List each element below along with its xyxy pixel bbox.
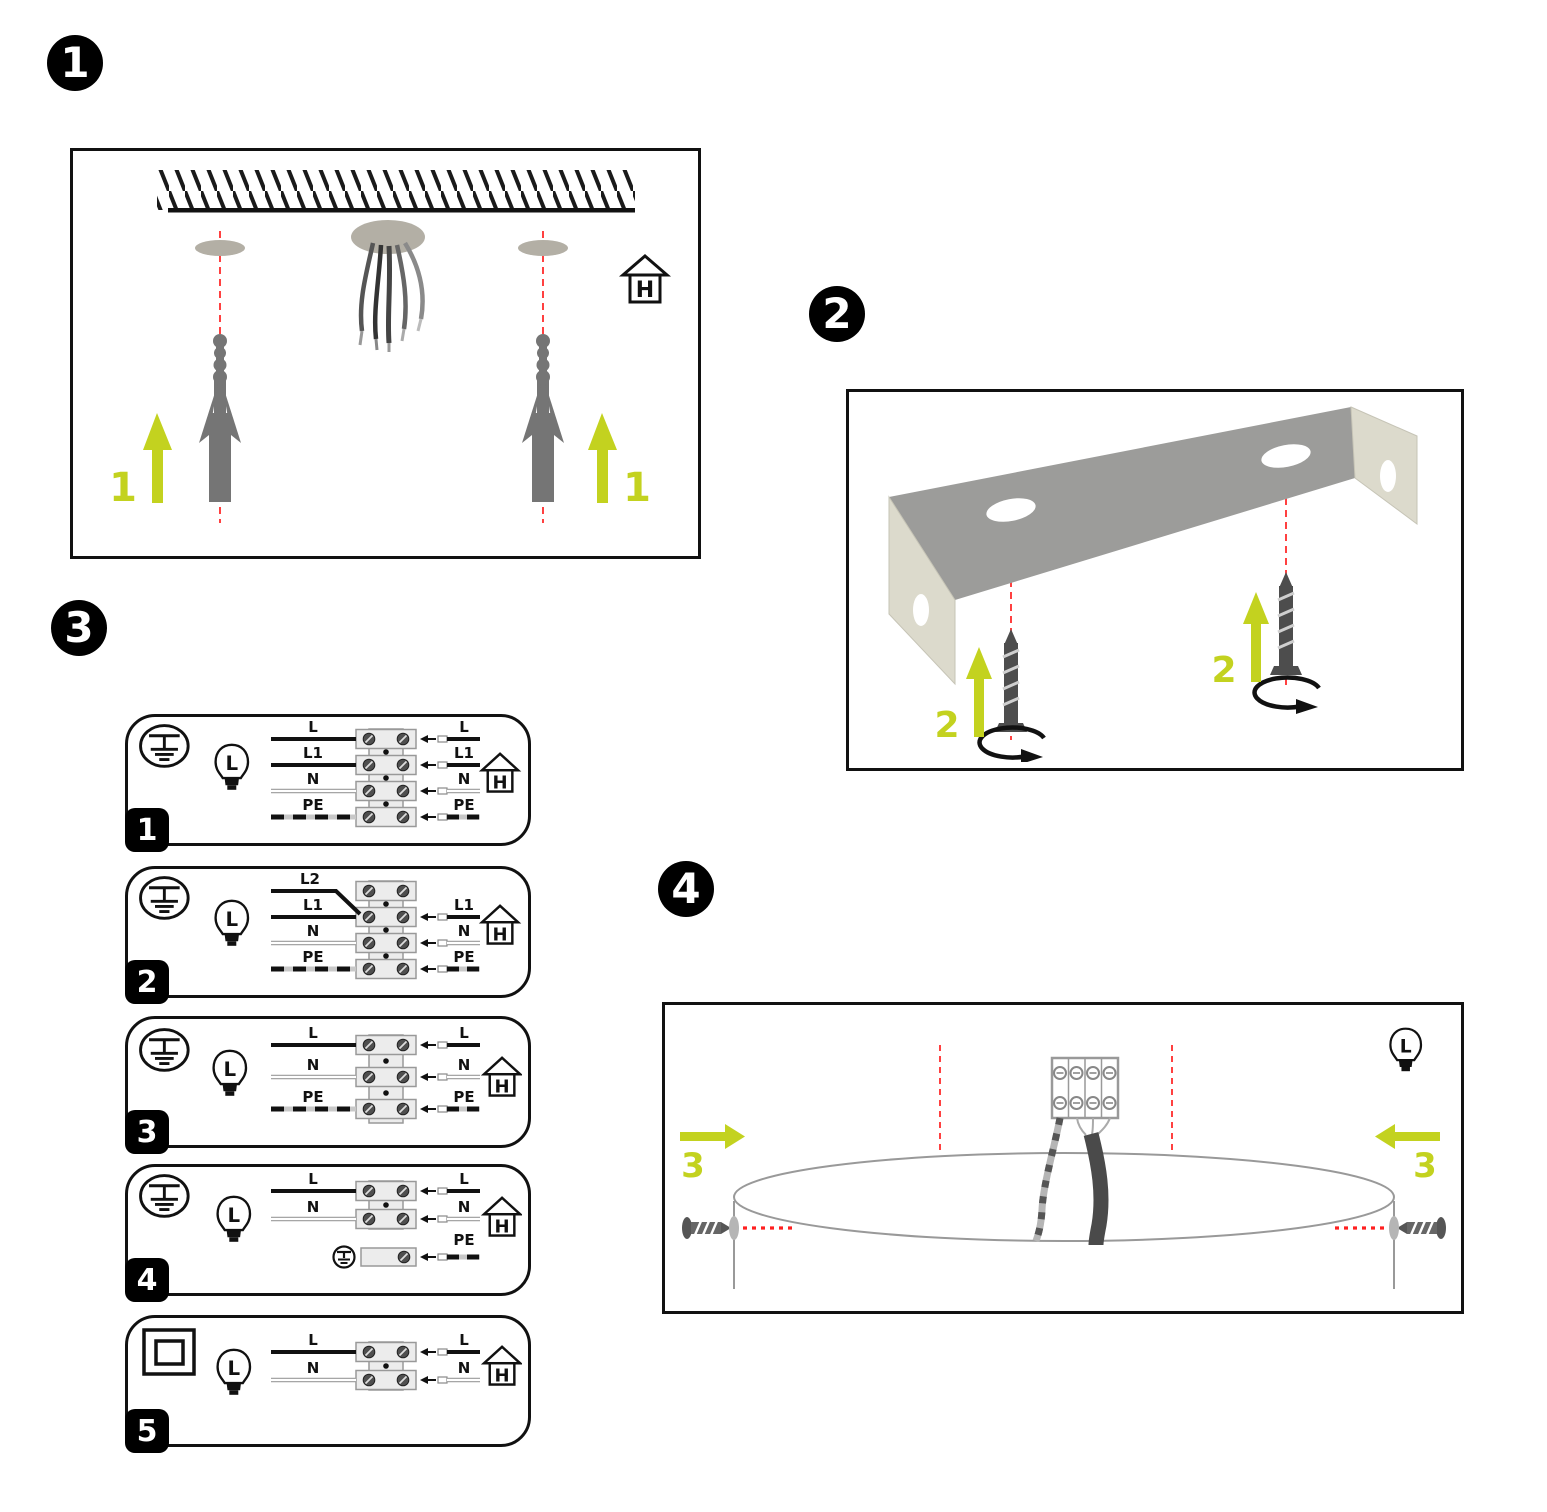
- terminal-block-4pole: [356, 881, 416, 979]
- separate-pe-terminal: [334, 1247, 417, 1268]
- bulb-icon: [216, 901, 248, 946]
- terminal-block-3pole: [356, 1035, 416, 1123]
- bulb-letter: L: [227, 1357, 241, 1380]
- terminal-block-2pole: [356, 1181, 416, 1229]
- lamp-wire-label: N: [306, 770, 320, 788]
- mounting-bracket: [889, 407, 1417, 684]
- house-wire-label: PE: [453, 948, 475, 966]
- step-2-sequence-number-left: 2: [934, 705, 960, 746]
- lamp-wire-label: L: [308, 1024, 318, 1042]
- bulb-icon: [216, 745, 248, 790]
- step-2-panel: [846, 389, 1464, 771]
- house-letter: H: [494, 1365, 510, 1387]
- lamp-wire-label: N: [306, 1359, 320, 1377]
- house-icon: [484, 1198, 520, 1237]
- wall-anchor-left: [199, 334, 241, 502]
- lamp-wire-label: PE: [302, 796, 324, 814]
- step-3-badge: 3: [51, 600, 107, 656]
- ceiling-hatch: [157, 170, 635, 213]
- insert-arrow: [420, 1187, 428, 1195]
- bulb-letter: L: [1399, 1036, 1412, 1058]
- lamp-wire-label: L2: [300, 870, 320, 888]
- terminal-block-2pole: [356, 1342, 416, 1390]
- insert-arrow: [420, 1105, 428, 1113]
- house-wire-label: N: [457, 1198, 471, 1216]
- up-arrow-left: [966, 647, 992, 737]
- lamp-wire-label: L: [308, 718, 318, 736]
- lamp-wire-label: N: [306, 922, 320, 940]
- insert-arrow: [420, 1215, 428, 1223]
- house-wire-label: N: [457, 770, 471, 788]
- class2-icon: [144, 1330, 194, 1374]
- step-4-sequence-number-right: 3: [1413, 1146, 1437, 1186]
- panel-2-badge: 2: [125, 960, 169, 1004]
- house-wire-label: L1: [454, 744, 474, 762]
- step-1-badge: 1: [47, 35, 103, 91]
- step-1-panel: [70, 148, 701, 559]
- step-4-drawing: [665, 1005, 1455, 1305]
- house-letter: H: [494, 1076, 510, 1098]
- panel-5-badge: 5: [125, 1409, 169, 1453]
- earth-icon: [141, 878, 189, 919]
- bulb-letter: L: [227, 1204, 241, 1227]
- insert-arrow: [420, 939, 428, 947]
- insert-arrow: [420, 965, 428, 973]
- house-wire-label: L: [459, 1024, 469, 1042]
- house-wire-label: L: [459, 1331, 469, 1349]
- house-wire-label: PE: [453, 1231, 475, 1249]
- insert-arrow: [420, 1348, 428, 1356]
- wiring-panel-5: [125, 1315, 531, 1447]
- insert-arrow: [420, 761, 428, 769]
- house-wire-label: N: [457, 1056, 471, 1074]
- bracket-side-hole-right: [1380, 460, 1396, 492]
- insert-arrow: [420, 813, 428, 821]
- house-icon: [484, 1347, 520, 1386]
- insert-arrow: [420, 787, 428, 795]
- bracket-side-hole-left: [913, 594, 929, 626]
- house-wire-label: PE: [453, 1088, 475, 1106]
- insert-arrow: [420, 913, 428, 921]
- house-wire-label: L: [459, 718, 469, 736]
- house-icon: [623, 256, 667, 303]
- lamp-wire-label: L1: [303, 744, 323, 762]
- house-icon: [482, 754, 518, 793]
- lamp-wire-label: N: [306, 1198, 320, 1216]
- up-arrow-right: [588, 413, 617, 503]
- insert-arrow: [420, 1041, 428, 1049]
- house-wire-label: N: [457, 1359, 471, 1377]
- lamp-wire-label: L1: [303, 896, 323, 914]
- insert-arrow: [420, 1073, 428, 1081]
- step-1-sequence-number-left: 1: [109, 465, 137, 511]
- house-wire-label: L1: [454, 896, 474, 914]
- bulb-letter: L: [225, 908, 239, 931]
- drill-hole-right: [518, 240, 568, 256]
- house-wire-label: PE: [453, 796, 475, 814]
- bulb-letter: L: [223, 1058, 237, 1081]
- wall-anchor-right: [522, 334, 564, 502]
- step-1-sequence-number-right: 1: [623, 465, 651, 511]
- step-2-badge: 2: [809, 286, 865, 342]
- wiring-panel-3: [125, 1016, 531, 1148]
- lamp-wire-label: PE: [302, 948, 324, 966]
- screw-left: [995, 629, 1027, 732]
- terminal-block-4pole: [356, 729, 416, 827]
- lamp-wire-label: L: [308, 1170, 318, 1188]
- house-icon: [484, 1058, 520, 1097]
- earth-icon: [141, 1176, 189, 1217]
- bulb-icon: [218, 1197, 250, 1242]
- lamp-wire-label: PE: [302, 1088, 324, 1106]
- wiring-panel-2: [125, 866, 531, 998]
- lamp-wire-label: N: [306, 1056, 320, 1074]
- house-letter: H: [494, 1216, 510, 1238]
- earth-icon: [141, 1030, 189, 1071]
- up-arrow-left: [143, 413, 172, 503]
- panel-4-badge: 4: [125, 1258, 169, 1302]
- drill-hole-left: [195, 240, 245, 256]
- bulb-icon: [218, 1350, 250, 1395]
- house-wire-label: N: [457, 922, 471, 940]
- panel-1-badge: 1: [125, 808, 169, 852]
- ceiling-cable-outlet: [351, 220, 425, 352]
- step-4-sequence-number-left: 3: [681, 1146, 705, 1186]
- screw-right: [1270, 572, 1302, 675]
- bulb-icon: [214, 1051, 246, 1096]
- supply-wires: [1036, 1118, 1110, 1245]
- house-letter: H: [635, 278, 655, 303]
- lamp-canopy: [734, 1153, 1394, 1289]
- step-4-badge: 4: [658, 861, 714, 917]
- step-2-drawing: [849, 392, 1455, 762]
- earth-icon: [141, 726, 189, 767]
- house-wire-label: L: [459, 1170, 469, 1188]
- insert-arrow: [420, 735, 428, 743]
- house-letter: H: [492, 924, 508, 946]
- bulb-letter: L: [225, 752, 239, 775]
- house-icon: [482, 906, 518, 945]
- step-2-sequence-number-right: 2: [1211, 650, 1237, 691]
- step-1-drawing: [73, 151, 692, 550]
- lamp-wire-label: L: [308, 1331, 318, 1349]
- terminal-block: [1052, 1058, 1118, 1118]
- insert-arrow: [420, 1376, 428, 1384]
- house-letter: H: [492, 772, 508, 794]
- up-arrow-right: [1243, 592, 1269, 682]
- bulb-icon: [1390, 1029, 1421, 1072]
- panel-3-badge: 3: [125, 1110, 169, 1154]
- wiring-panel-4: [125, 1164, 531, 1296]
- rotate-arrow-left: [980, 728, 1044, 762]
- wiring-panel-1: [125, 714, 531, 846]
- insert-arrow: [420, 1253, 428, 1261]
- step-4-panel: [662, 1002, 1464, 1314]
